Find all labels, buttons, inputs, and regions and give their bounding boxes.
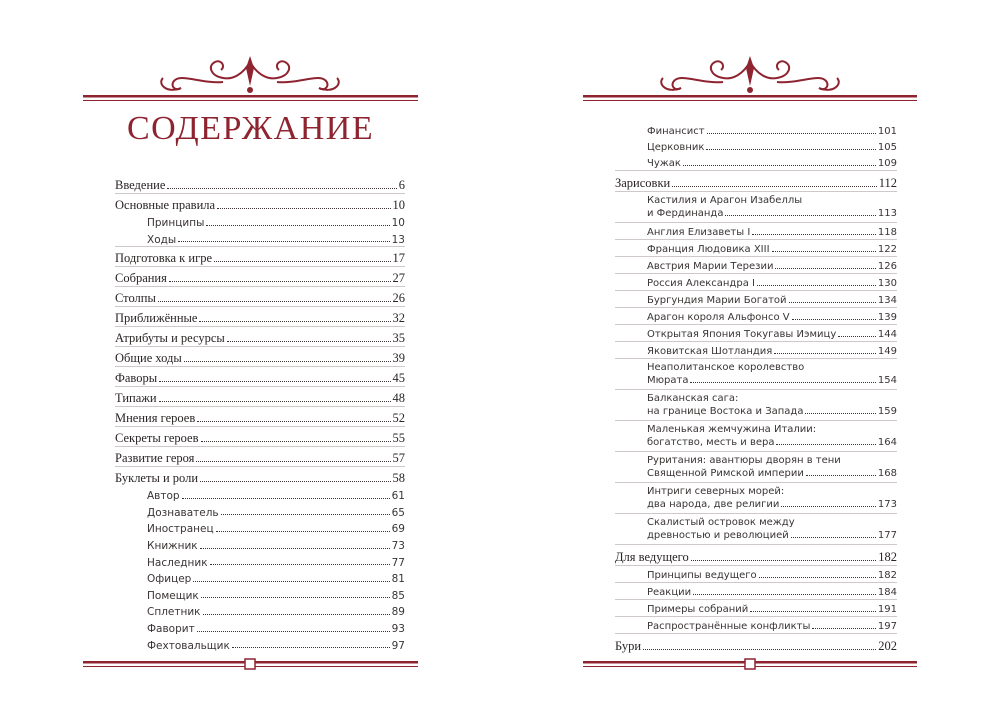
toc-subentry[interactable]: Интриги северных морей: два народа, две религии 173 <box>647 486 897 510</box>
toc-entry[interactable]: Основные правила 10 <box>115 198 405 212</box>
table-of-contents <box>115 174 405 652</box>
toc-entry[interactable]: Секреты героев 55 <box>115 431 405 446</box>
toc-subentry[interactable]: Офицер 81 <box>147 573 405 586</box>
toc-entry[interactable]: Атрибуты и ресурсы 35 <box>115 331 405 346</box>
toc-subentry[interactable]: Помещик 85 <box>147 589 405 602</box>
toc-subentry[interactable]: Дознаватель 65 <box>147 506 405 519</box>
left-page <box>83 0 418 721</box>
toc-subentry[interactable]: Неаполитанское королевство Мюрата 154 <box>647 362 897 386</box>
toc-entry[interactable]: Фаворы 45 <box>115 371 405 386</box>
toc-subentry[interactable]: Кастилия и Арагон Изабеллы и Фердинанда 113 <box>647 195 897 219</box>
toc-subentry[interactable]: Маленькая жемчужина Италии: богатство, месть и вера 164 <box>647 424 897 448</box>
toc-subentry[interactable]: Франция Людовика XIII 122 <box>647 244 897 255</box>
footer-rule <box>83 658 418 672</box>
toc-entry[interactable]: Приближённые 32 <box>115 311 405 326</box>
toc-subentry[interactable]: Бургундия Марии Богатой 134 <box>647 295 897 306</box>
footer-rule <box>583 658 917 672</box>
toc-subentry[interactable]: Чужак 109 <box>647 158 897 169</box>
toc-subentry[interactable]: Автор 61 <box>147 490 405 503</box>
toc-entry[interactable]: Подготовка к игре 17 <box>115 251 405 266</box>
toc-subentry[interactable]: Фаворит 93 <box>147 622 405 635</box>
toc-entry[interactable]: Бури 202 <box>615 639 897 653</box>
toc-entry[interactable]: Для ведущего 182 <box>615 550 897 564</box>
toc-subentry[interactable]: Открытая Япония Токугавы Иэмицу 144 <box>647 329 897 340</box>
toc-entry[interactable]: Собрания 27 <box>115 271 405 286</box>
toc-subentry[interactable]: Сплетник 89 <box>147 606 405 619</box>
toc-subentry[interactable]: Фехтовальщик 97 <box>147 639 405 652</box>
toc-subentry[interactable]: Книжник 73 <box>147 539 405 552</box>
toc-subentry[interactable]: Яковитская Шотландия 149 <box>647 346 897 357</box>
toc-entry[interactable]: Развитие героя 57 <box>115 451 405 466</box>
toc-subentry[interactable]: Принципы 10 <box>147 217 405 229</box>
toc-entry[interactable]: Общие ходы 39 <box>115 351 405 366</box>
toc-subentry[interactable]: Церковник 105 <box>647 142 897 153</box>
toc-entry[interactable]: Мнения героев 52 <box>115 411 405 426</box>
toc-entry[interactable]: Введение 6 <box>115 178 405 192</box>
toc-subentry[interactable]: Арагон короля Альфонсо V 139 <box>647 312 897 323</box>
toc-entry[interactable]: Типажи 48 <box>115 391 405 406</box>
toc-subentry[interactable]: Англия Елизаветы I 118 <box>647 227 897 238</box>
toc-subentry[interactable]: Реакции 184 <box>647 587 897 598</box>
toc-subentry[interactable]: Руритания: авантюры дворян в тени Священной Римской империи 168 <box>647 455 897 479</box>
toc-subentry[interactable]: Ходы 13 <box>147 233 405 246</box>
toc-subentry[interactable]: Австрия Марии Терезии 126 <box>647 261 897 272</box>
toc-subentry[interactable]: Россия Александра I 130 <box>647 278 897 289</box>
toc-entry[interactable]: Буклеты и роли 58 <box>115 471 405 486</box>
toc-entry[interactable]: Столпы 26 <box>115 291 405 306</box>
right-page <box>583 0 917 721</box>
toc-subentry[interactable]: Скалистый островок между древностью и революцией 177 <box>647 517 897 541</box>
toc-subentry[interactable]: Иностранец 69 <box>147 523 405 536</box>
header-ornament <box>583 54 917 104</box>
toc-subentry[interactable]: Балканская сага: на границе Востока и Запада 159 <box>647 393 897 417</box>
toc-subentry[interactable]: Распространённые конфликты 197 <box>647 621 897 632</box>
toc-subentry[interactable]: Наследник 77 <box>147 556 405 569</box>
toc-subentry[interactable]: Финансист 101 <box>647 126 897 137</box>
page-title: СОДЕРЖАНИЕ <box>127 110 375 147</box>
toc-subentry[interactable]: Примеры собраний 191 <box>647 604 897 615</box>
toc-subentry[interactable]: Принципы ведущего 182 <box>647 570 897 581</box>
header-ornament <box>83 54 418 104</box>
toc-entry[interactable]: Зарисовки 112 <box>615 176 897 190</box>
table-of-contents <box>615 122 897 654</box>
